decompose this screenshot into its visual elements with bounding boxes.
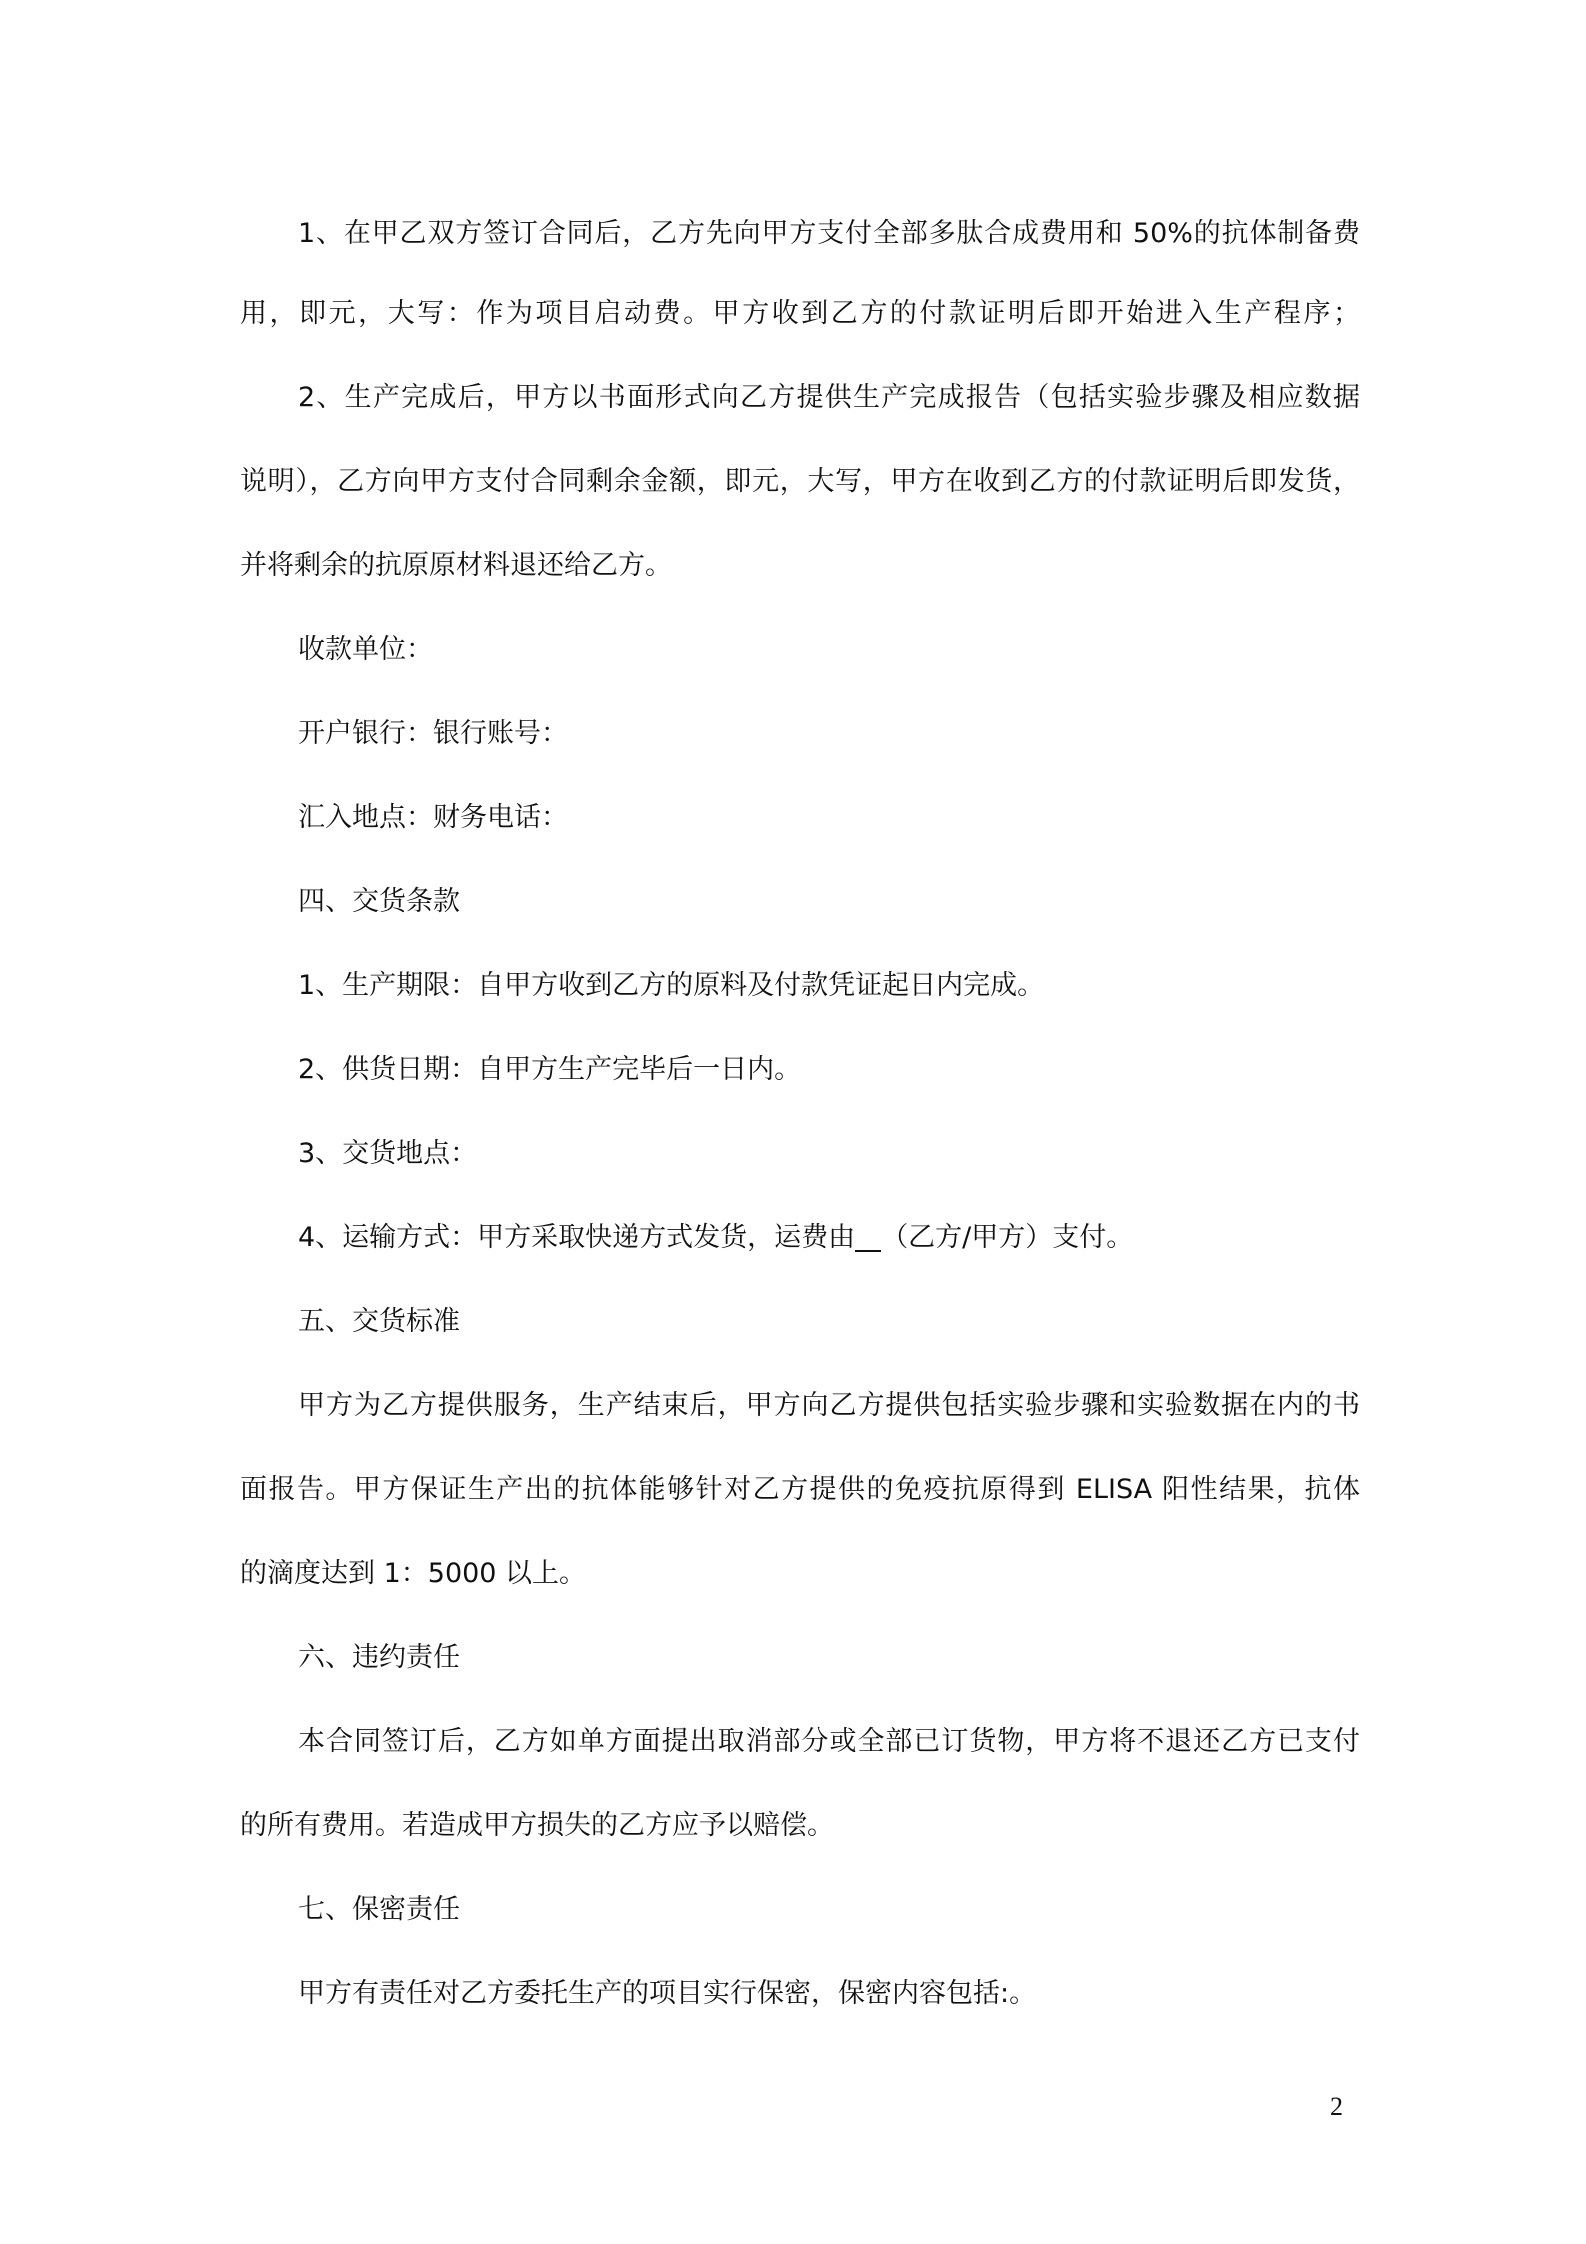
delivery-term-4 — [298, 1218, 1360, 1258]
delivery-term-1: 1、生产期限：自甲方收到乙方的原料及付款凭证起日内完成。 — [298, 970, 1045, 1001]
section-5-line-3: 的滴度达到 1：5000 以上。 — [240, 1558, 587, 1589]
payee-line: 收款单位： — [298, 634, 433, 665]
delivery-term-2: 2、供货日期：自甲方生产完毕后一日内。 — [298, 1054, 802, 1085]
section-5-title: 五、交货标准 — [298, 1306, 460, 1337]
delivery-term-4-text-a: 4、运输方式：甲方采取快递方式发货，运费由 — [298, 1222, 856, 1253]
section-7-line-1: 甲方有责任对乙方委托生产的项目实行保密，保密内容包括:。 — [298, 1978, 1037, 2009]
payment-clause-2-line-1: 2、生产完成后，甲方以书面形式向乙方提供生产完成报告（包括实验步骤及相应数据 — [298, 382, 1360, 413]
blank-underline — [855, 1220, 881, 1252]
payment-clause-2-line-3: 并将剩余的抗原原材料退还给乙方。 — [240, 550, 672, 581]
section-6-line-2: 的所有费用。若造成甲方损失的乙方应予以赔偿。 — [240, 1810, 834, 1841]
section-7-title: 七、保密责任 — [298, 1894, 460, 1925]
section-6-title: 六、违约责任 — [298, 1642, 460, 1673]
delivery-term-4-text-b: （乙方/甲方）支付。 — [881, 1222, 1134, 1253]
section-6-line-1: 本合同签订后，乙方如单方面提出取消部分或全部已订货物，甲方将不退还乙方已支付 — [298, 1726, 1360, 1757]
section-5-line-2: 面报告。甲方保证生产出的抗体能够针对乙方提供的免疫抗原得到 ELISA 阳性结果，抗体 — [240, 1474, 1360, 1505]
delivery-term-3: 3、交货地点： — [298, 1138, 478, 1169]
section-5-line-1: 甲方为乙方提供服务，生产结束后，甲方向乙方提供包括实验步骤和实验数据在内的书 — [298, 1390, 1360, 1421]
remit-line: 汇入地点：财务电话： — [298, 802, 568, 833]
payment-clause-1-line-2: 用，即元，大写：作为项目启动费。甲方收到乙方的付款证明后即开始进入生产程序； — [240, 298, 1360, 329]
payment-clause-2-line-2: 说明），乙方向甲方支付合同剩余金额，即元，大写，甲方在收到乙方的付款证明后即发货， — [240, 466, 1360, 497]
section-4-title: 四、交货条款 — [298, 886, 460, 917]
bank-line: 开户银行：银行账号： — [298, 718, 568, 749]
page-number: 2 — [1330, 2092, 1343, 2121]
payment-clause-1-line-1: 1、在甲乙双方签订合同后，乙方先向甲方支付全部多肽合成费用和 50%的抗体制备费 — [298, 218, 1360, 249]
